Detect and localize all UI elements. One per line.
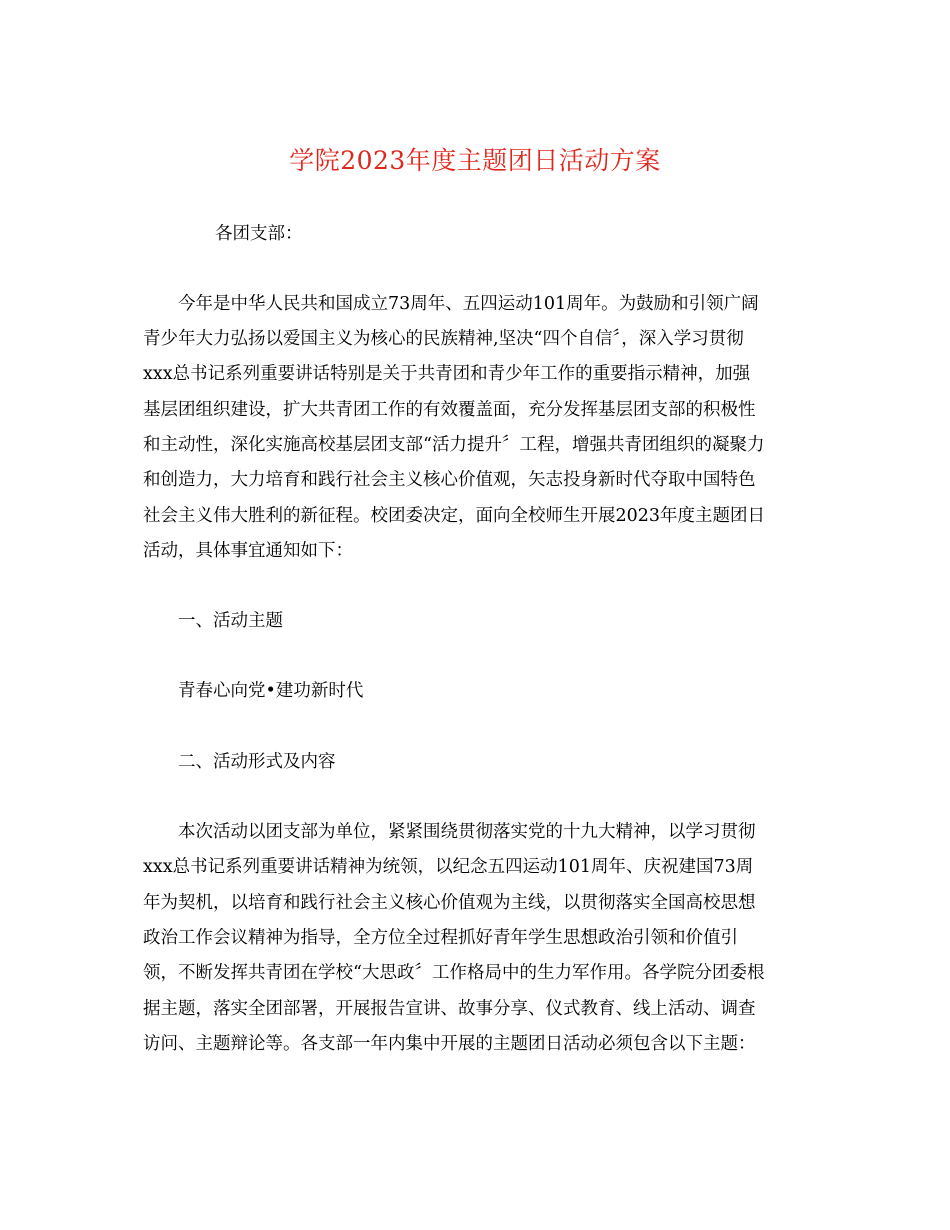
- section-heading-content: 二、活动形式及内容: [178, 752, 336, 772]
- paragraph-line: 政治工作会议精神为指导，全方位全过程抓好青年学生思想政治引领和价值引: [143, 928, 738, 948]
- paragraph-line: 活动，具体事宜通知如下：: [143, 541, 353, 561]
- paragraph-line: 今年是中华人民共和国成立73周年、五四运动101周年。为鼓励和引领广阔: [178, 294, 759, 314]
- paragraph-line: 领，不断发挥共青团在学校“大思政〞工作格局中的生力军作用。各学院分团委根: [143, 963, 765, 983]
- paragraph-line: 青少年大力弘扬以爱国主义为核心的民族精神,坚决“四个自信〞，深入学习贯彻: [143, 329, 744, 349]
- paragraph-line: 年为契机，以培育和践行社会主义核心价值观为主线，以贯彻落实全国高校思想: [143, 893, 756, 913]
- paragraph-line: 社会主义伟大胜利的新征程。校团委决定，面向全校师生开展2023年度主题团日: [143, 506, 766, 526]
- paragraph-line: 基层团组织建设，扩大共青团工作的有效覆盖面，充分发挥基层团支部的积极性: [143, 400, 756, 420]
- paragraph-line: 和主动性，深化实施高校基层团支部“活力提升〞工程，增强共青团组织的凝聚力: [143, 435, 765, 455]
- paragraph-line: 和创造力，大力培育和践行社会主义核心价值观，矢志投身新时代夺取中国特色: [143, 470, 756, 490]
- paragraph-line: 本次活动以团支部为单位，紧紧围绕贯彻落实党的十九大精神，以学习贯彻: [178, 822, 756, 842]
- paragraph-line: 访问、主题辩论等。各支部一年内集中开展的主题团日活动必须包含以下主题：: [143, 1034, 756, 1054]
- salutation: 各团支部：: [215, 224, 303, 244]
- paragraph-line: 据主题，落实全团部署，开展报告宣讲、故事分享、仪式教育、线上活动、调查: [143, 999, 756, 1019]
- paragraph-line: xxx总书记系列重要讲话特别是关于共青团和青少年工作的重要指示精神，加强: [143, 364, 751, 384]
- document-title: 学院2023年度主题团日活动方案: [289, 146, 661, 175]
- activity-theme: 青春心向党•建功新时代: [178, 681, 364, 701]
- paragraph-line: xxx总书记系列重要讲话精神为统领，以纪念五四运动101周年、庆祝建国73周: [143, 857, 754, 877]
- section-heading-theme: 一、活动主题: [178, 611, 283, 631]
